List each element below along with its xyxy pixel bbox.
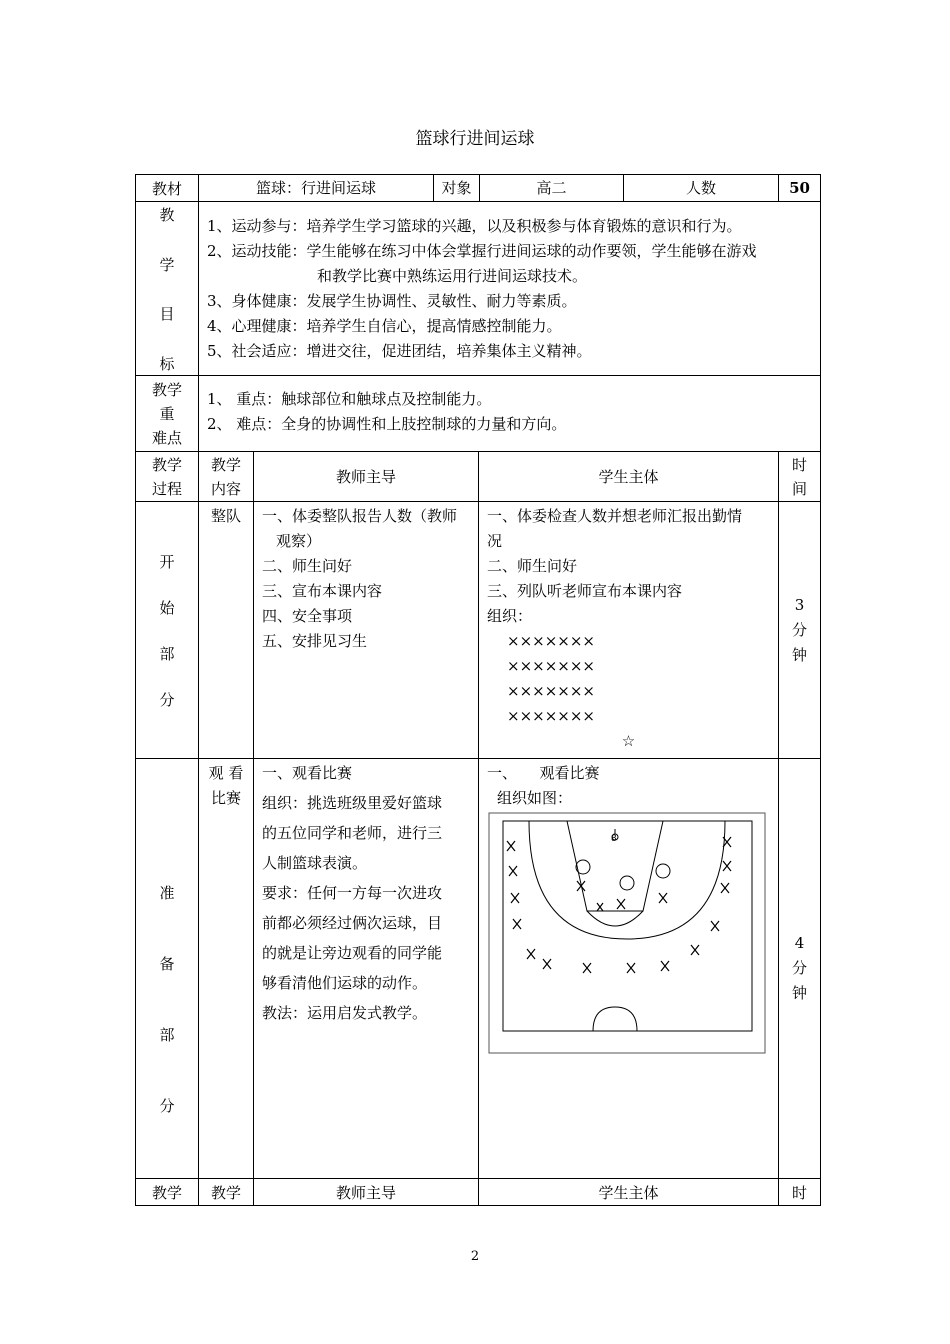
goal-item: 1、运动参与：培养学生学习篮球的兴趣，以及积极参与体育锻炼的意识和行为。 [207,217,742,235]
header-row [136,175,821,202]
col-process: 教学 过程 [136,452,199,502]
court-label: 8 [611,834,617,844]
key-points-content [199,376,821,452]
opening-teacher: 一、体委整队报告人数（教师 观察） 二、师生问好 三、宣布本课内容 四、安全事项 五、安排见习生 [254,502,479,759]
col-time: 时 间 [779,452,821,502]
formation-row: ××××××× [507,682,595,700]
material-value: 篮球：行进间运球 [199,175,434,201]
goals-row [136,202,821,376]
col-teacher: 教师主导 [254,452,479,502]
footer-student: 学生主体 [479,1179,779,1206]
prep-time: 4 分 钟 [779,759,821,1179]
key-point-item: 1、 重点：触球部位和触球点及控制能力。 [207,390,492,408]
opening-row [136,502,821,759]
footer-row [136,1179,821,1206]
formation-row: ××××××× [507,707,595,725]
col-student: 学生主体 [479,452,779,502]
column-header-row [136,452,821,502]
formation-row: ××××××× [507,657,595,675]
prep-content: 观 看 比赛 [199,759,254,1179]
goal-item: 2、运动技能：学生能够在练习中体会掌握行进间运球的动作要领，学生能够在游戏 [207,242,757,260]
footer-content: 教学 [199,1179,254,1206]
goal-item: 和教学比赛中熟练运用行进间运球技术。 [317,267,588,285]
prep-row [136,759,821,1179]
footer-process: 教学 [136,1179,199,1206]
document-title: 篮球行进间运球 [415,129,535,149]
teacher-star-icon: ☆ [621,732,636,750]
footer-teacher: 教师主导 [254,1179,479,1206]
count-label: 人数 [686,179,717,197]
key-points-label: 教学 重 难点 [136,376,199,452]
key-point-item: 2、 难点：全身的协调性和上肢控制球的力量和方向。 [207,415,567,433]
opening-phase: 开 始 部 分 [136,502,199,759]
footer-time: 时 [779,1179,821,1206]
key-points-row [136,376,821,452]
goal-item: 3、身体健康：发展学生协调性、灵敏性、耐力等素质。 [207,292,577,310]
material-label: 教材 [136,175,199,202]
goals-content [199,202,821,376]
page-number: 2 [470,1249,480,1264]
prep-teacher: 一、观看比赛 组织：挑选班级里爱好篮球 的五位同学和老师，进行三 人制篮球表演。 要求：任何一方每一次进攻 前都必须经过俩次运球，目 的就是让旁边观看的同学能 够看清他们运球的动作。 教法：运用启发式教学。 [254,759,479,1179]
col-content: 教学 内容 [199,452,254,502]
goals-label: 教 学 目 标 [136,202,199,376]
opening-content: 整队 [199,502,254,759]
object-label: 对象 [434,175,480,201]
object-value: 高二 [480,175,624,201]
prep-student: 一、 观看比赛 组织如图： 8 [479,759,779,1179]
court-diagram [487,811,767,1055]
prep-phase: 准 备 部 分 [136,759,199,1179]
lesson-plan-table [135,174,821,1206]
goal-item: 5、社会适应：增进交往，促进团结，培养集体主义精神。 [207,342,592,360]
formation-row: ××××××× [507,632,595,650]
count-value: 50 [779,175,821,202]
opening-student: 一、体委检查人数并想老师汇报出勤情 况 二、师生问好 三、列队听老师宣布本课内容 组织： ××××××× ××××××× ××××××× ××××××× ☆ [479,502,779,759]
opening-time: 3 分 钟 [779,502,821,759]
goal-item: 4、心理健康：培养学生自信心，提高情感控制能力。 [207,317,562,335]
